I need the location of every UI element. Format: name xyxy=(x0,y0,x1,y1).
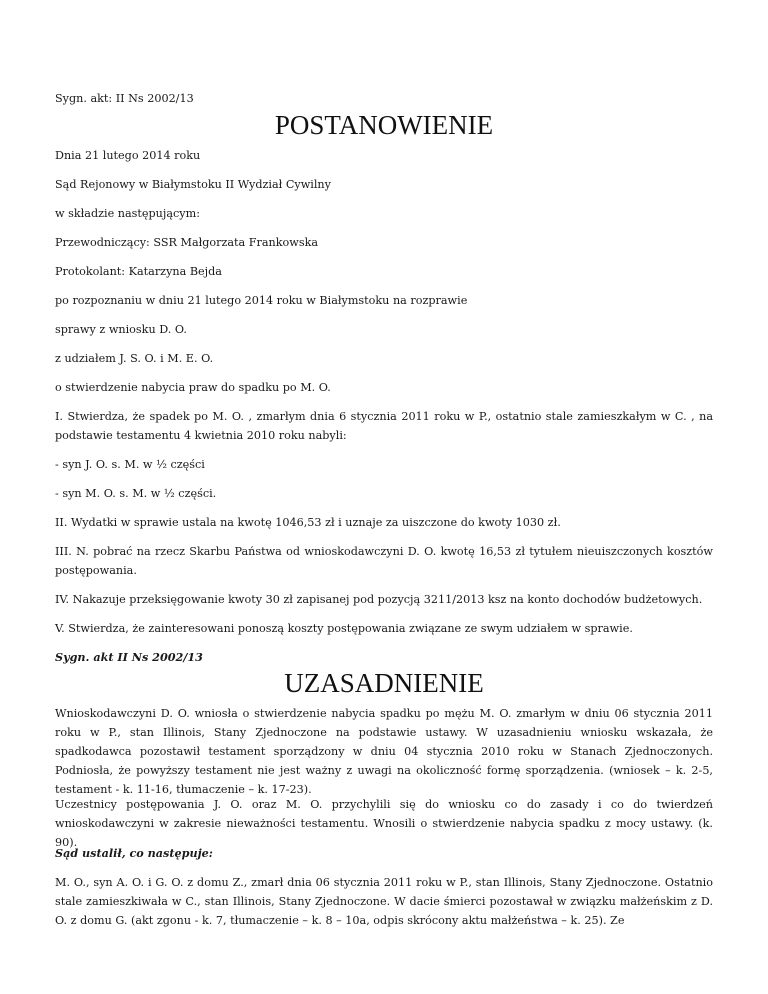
ruling-date: Dnia 21 lutego 2014 roku xyxy=(55,149,201,162)
justification-paragraph-2: Uczestnicy postępowania J. O. oraz M. O. przychylili się do wniosku co do zasady i co do twierdzeń wnioskodawczyni w zakresie nieważności testamentu. Wnosili o stwierdzenie nabycia spadku z mocy ustawy. (k. 90). xyxy=(55,798,713,849)
subject-line: o stwierdzenie nabycia praw do spadku po M. O. xyxy=(55,381,331,394)
justification-signature: Sygn. akt II Ns 2002/13 xyxy=(55,650,203,664)
court-clerk: Protokolant: Katarzyna Bejda xyxy=(55,265,222,278)
presiding-judge: Przewodniczący: SSR Małgorzata Frankowska xyxy=(55,236,319,249)
composition-line: w składzie następującym: xyxy=(55,207,200,220)
ruling-point-2: II. Wydatki w sprawie ustala na kwotę 1046,53 zł i uznaje za uiszczone do kwoty 1030 zł. xyxy=(55,516,561,529)
case-line: sprawy z wniosku D. O. xyxy=(55,323,187,336)
heir-2: - syn M. O. s. M. w ½ części. xyxy=(55,487,217,500)
case-signature: Sygn. akt: II Ns 2002/13 xyxy=(55,92,194,105)
ruling-point-1: I. Stwierdza, że spadek po M. O. , zmarłym dnia 6 stycznia 2011 roku w P., ostatnio stale zamieszkałym w C. , na podstawie testamentu 4 kwietnia 2010 roku nabyli: xyxy=(55,410,713,442)
hearing-line: po rozpoznaniu w dniu 21 lutego 2014 roku w Białymstoku na rozprawie xyxy=(55,294,468,307)
document-title: POSTANOWIENIE xyxy=(274,110,494,140)
ruling-point-4: IV. Nakazuje przeksięgowanie kwoty 30 zł zapisanej pod pozycją 3211/2013 ksz na konto dochodów budżetowych. xyxy=(55,593,703,606)
ruling-point-5: V. Stwierdza, że zainteresowani ponoszą koszty postępowania związane ze swym udziałem w sprawie. xyxy=(55,622,633,635)
court-name: Sąd Rejonowy w Białymstoku II Wydział Cywilny xyxy=(55,178,331,191)
participants-line: z udziałem J. S. O. i M. E. O. xyxy=(55,352,214,365)
heir-1: - syn J. O. s. M. w ½ części xyxy=(55,458,205,471)
ruling-point-3: III. N. pobrać na rzecz Skarbu Państwa od wnioskodawczyni D. O. kwotę 16,53 zł tytułem nieuiszczonych kosztów postępowania. xyxy=(55,545,713,577)
findings-heading: Sąd ustalił, co następuje: xyxy=(55,846,213,860)
justification-paragraph-1: Wnioskodawczyni D. O. wniosła o stwierdzenie nabycia spadku po mężu M. O. zmarłym w dniu 06 stycznia 2011 roku w P., stan Illinois, Stany Zjednoczone na podstawie ustawy. W uzasadnieniu wniosku wskazała, że spadkodawca pozostawił testament sporządzony w dniu 04 stycznia 2010 roku w Stanach Zjednoczonych. Podniosła, że powyższy testament nie jest ważny z uwagi na okoliczność formę sporządzenia. (wniosek – k. 2-5, testament - k. 11-16, tłumaczenie – k. 17-23). xyxy=(55,707,713,796)
justification-title: UZASADNIENIE xyxy=(284,668,484,698)
justification-paragraph-3: M. O., syn A. O. i G. O. z domu Z., zmarł dnia 06 stycznia 2011 roku w P., stan Illinois, Stany Zjednoczone. Ostatnio stale zamieszkiwała w C., stan Illinois, Stany Zjednoczone. W dacie śmierci pozostawał w związku małżeńskim z D. O. z domu G. (akt zgonu - k. 7, tłumaczenie – k. 8 – 10a, odpis skrócony aktu małżeństwa – k. 25). Ze xyxy=(55,876,713,927)
